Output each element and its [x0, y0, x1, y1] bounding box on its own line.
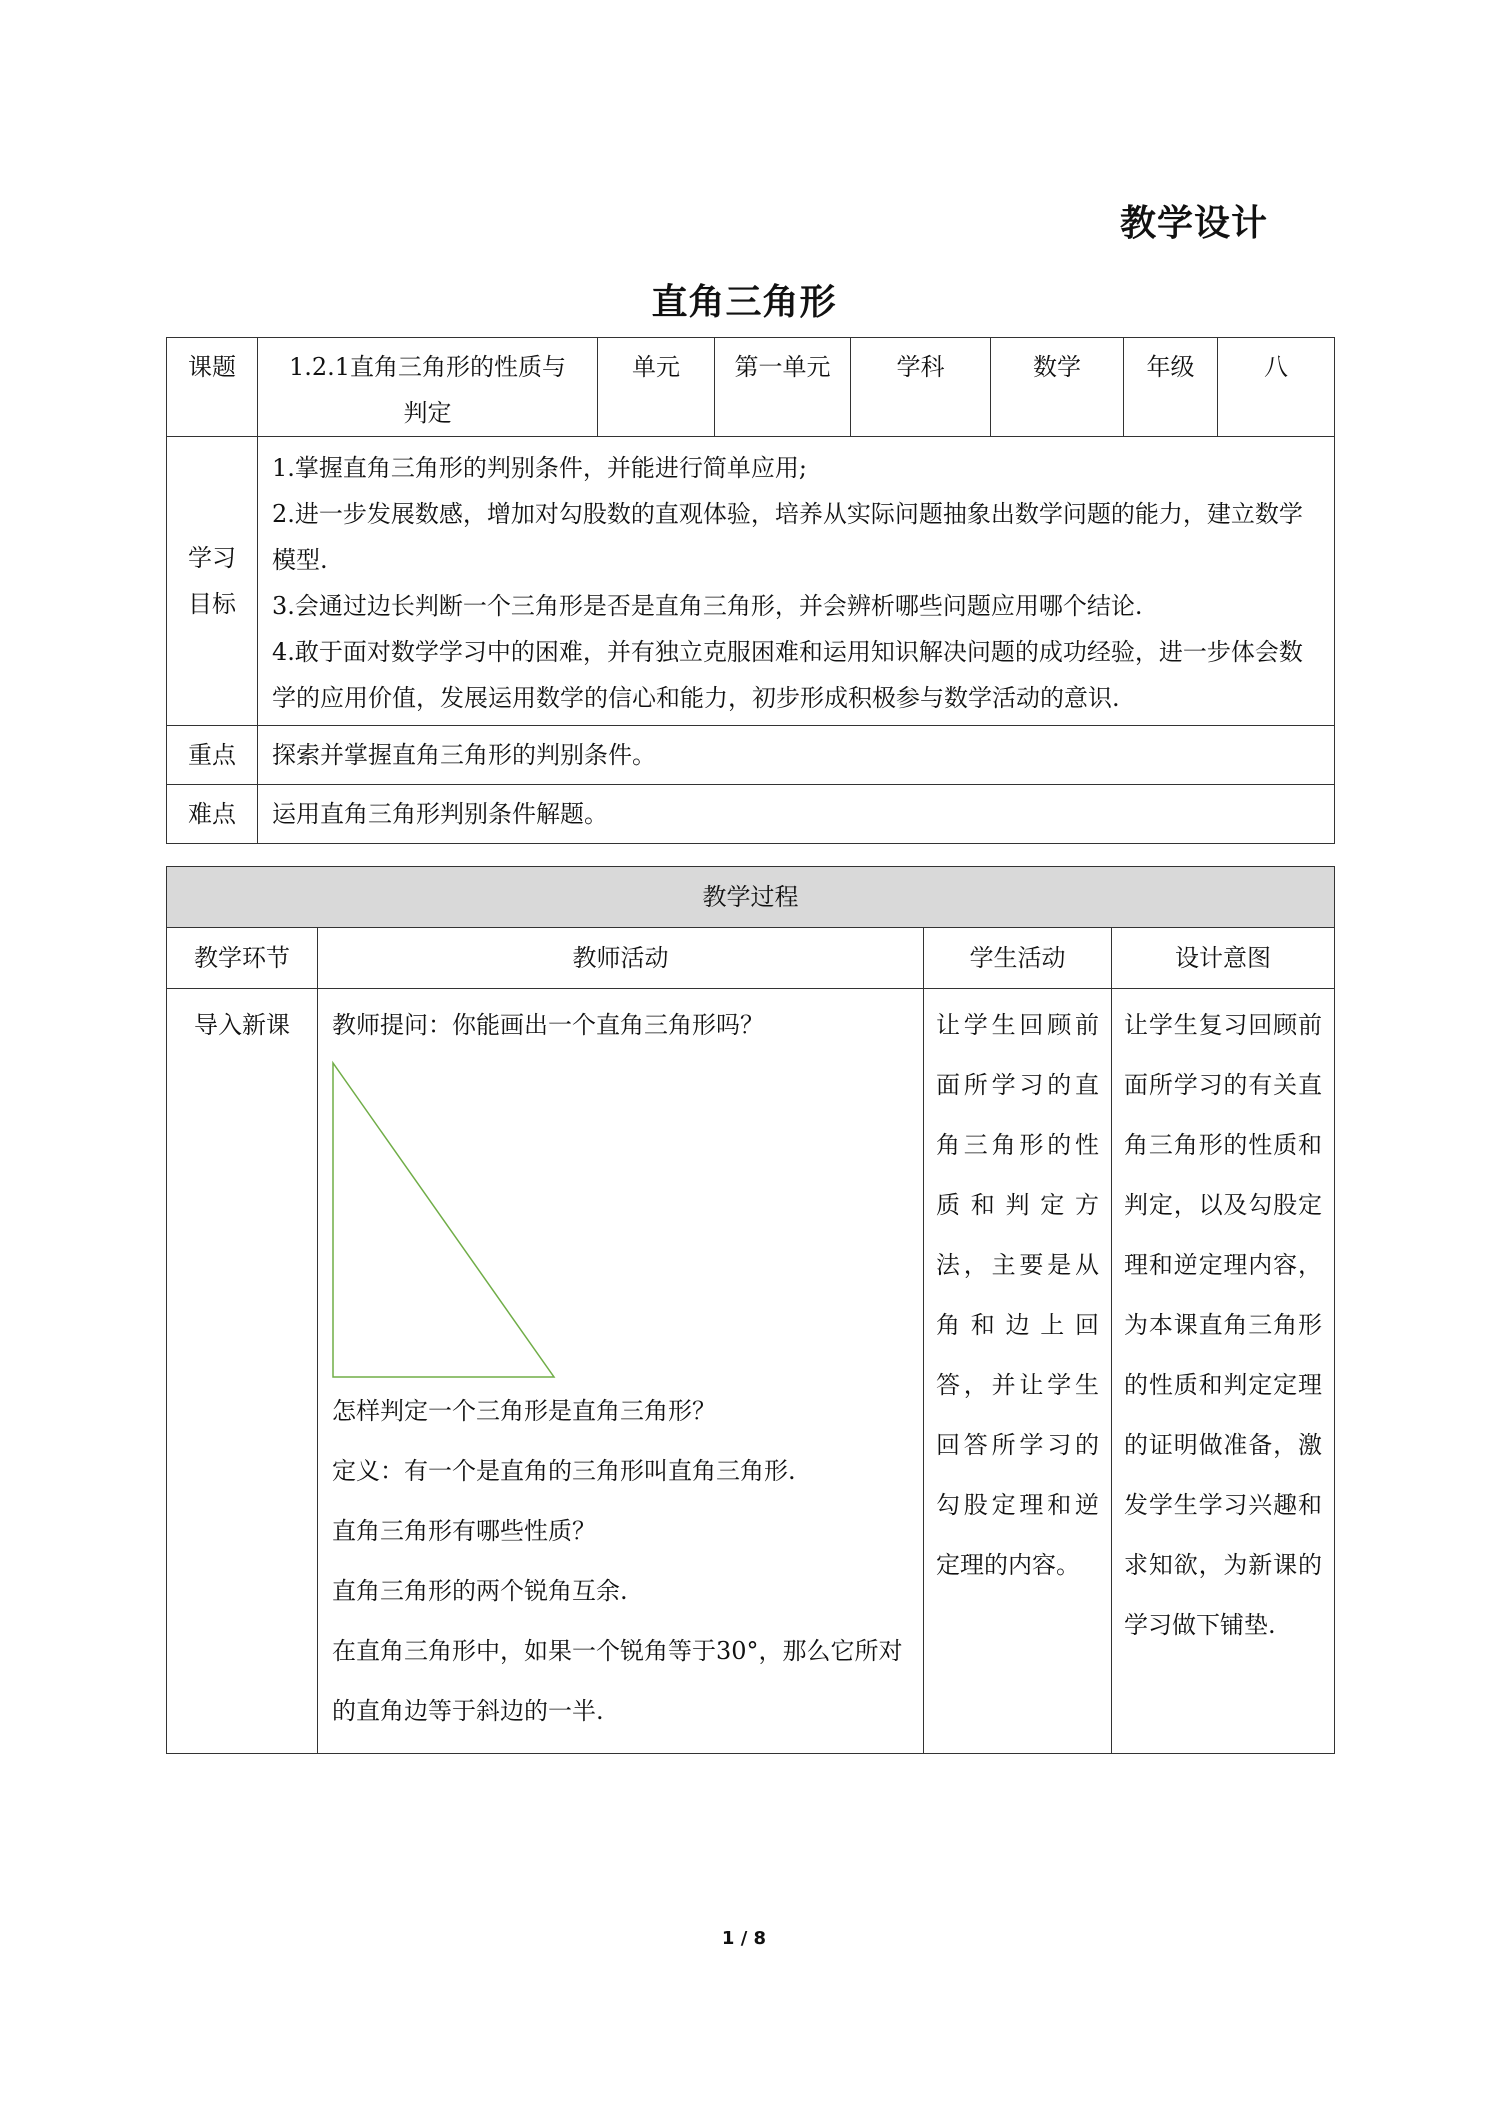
topic-label: 课题	[167, 338, 258, 437]
objectives-list	[258, 437, 1335, 726]
header-teacher: 教师活动	[318, 928, 924, 989]
stage-cell: 导入新课	[167, 989, 318, 1754]
subject-label: 学科	[851, 338, 991, 437]
unit-value: 第一单元	[715, 338, 851, 437]
objective-item: 2.进一步发展数感，增加对勾股数的直观体验，培养从实际问题抽象出数学问题的能力，建立数学模型.	[272, 500, 1303, 574]
objectives-label: 学习 目标	[167, 437, 258, 726]
teaching-process-table	[166, 866, 1335, 1754]
student-activity: 让学生回顾前面所学习的直角三角形的性质和判定方法，主要是从角和边上回答，并让学生回答所学习的勾股定理和逆定理的内容。	[924, 989, 1112, 1754]
topic-value: 1.2.1直角三角形的性质与 判定	[258, 338, 598, 437]
document-header: 教学设计	[1120, 203, 1269, 244]
objective-item: 1.掌握直角三角形的判别条件，并能进行简单应用;	[272, 454, 807, 482]
page-number: 1 / 8	[721, 1928, 767, 1949]
document-title: 直角三角形	[651, 282, 837, 323]
unit-label: 单元	[598, 338, 715, 437]
header-student: 学生活动	[924, 928, 1112, 989]
objective-item: 3.会通过边长判断一个三角形是否是直角三角形，并会辨析哪些问题应用哪个结论.	[272, 592, 1143, 620]
header-stage: 教学环节	[167, 928, 318, 989]
lesson-info-table	[166, 337, 1335, 844]
difficulty-label: 难点	[167, 785, 258, 844]
teacher-line: 怎样判定一个三角形是直角三角形？	[332, 1397, 716, 1425]
grade-value: 八	[1218, 338, 1335, 437]
header-intent: 设计意图	[1112, 928, 1335, 989]
teacher-line: 直角三角形的两个锐角互余.	[332, 1577, 628, 1605]
design-intent: 让学生复习回顾前面所学习的有关直角三角形的性质和判定，以及勾股定理和逆定理内容，为本课直角三角形的性质和判定定理的证明做准备，激发学生学习兴趣和求知欲，为新课的学习做下铺垫.	[1112, 989, 1335, 1754]
teacher-activity	[318, 989, 924, 1754]
process-title: 教学过程	[167, 867, 1335, 928]
teacher-line: 定义：有一个是直角的三角形叫直角三角形.	[332, 1457, 796, 1485]
key-point-text: 探索并掌握直角三角形的判别条件。	[258, 726, 1335, 785]
right-triangle-figure	[332, 1059, 909, 1381]
difficulty-text: 运用直角三角形判别条件解题。	[258, 785, 1335, 844]
subject-value: 数学	[991, 338, 1124, 437]
grade-label: 年级	[1124, 338, 1218, 437]
teacher-line: 在直角三角形中，如果一个锐角等于30°，那么它所对的直角边等于斜边的一半.	[332, 1637, 903, 1725]
teacher-line: 直角三角形有哪些性质？	[332, 1517, 596, 1545]
objective-item: 4.敢于面对数学学习中的困难，并有独立克服困难和运用知识解决问题的成功经验，进一步体会数学的应用价值，发展运用数学的信心和能力，初步形成积极参与数学活动的意识.	[272, 638, 1303, 712]
teacher-line: 教师提问：你能画出一个直角三角形吗？	[332, 1011, 764, 1039]
key-point-label: 重点	[167, 726, 258, 785]
